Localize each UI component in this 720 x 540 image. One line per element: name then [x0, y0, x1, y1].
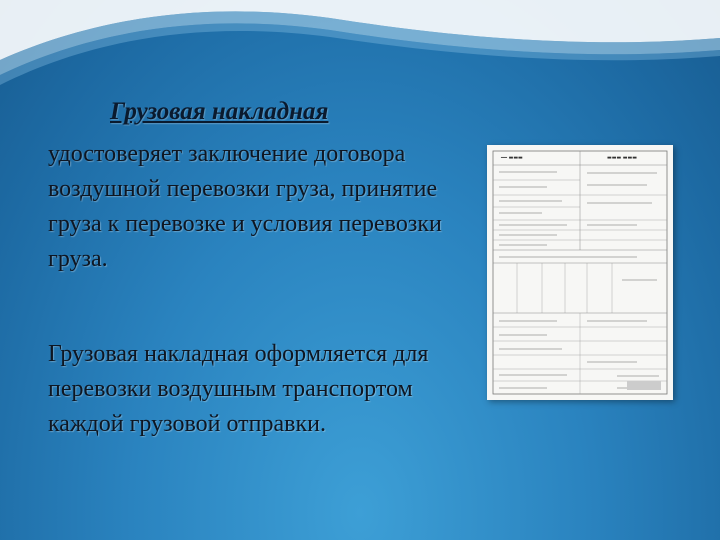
- air-waybill-image: [487, 145, 673, 400]
- slide-title: Грузовая накладная: [110, 98, 329, 125]
- slide-paragraph-definition: удостоверяет заключение договора воздушной перевозки груза, принятие груза к перевозке и условия перевозки груза.: [48, 141, 442, 272]
- slide-paragraph-issuance: Грузовая накладная оформляется для перевозки воздушным транспортом каждой грузовой отправки.: [48, 341, 429, 437]
- air-waybill-form-drawing: [487, 145, 673, 400]
- decorative-wave: [0, 0, 720, 95]
- svg-text:▬▬▬ ▬▬▬: ▬▬▬ ▬▬▬: [607, 155, 637, 161]
- svg-text:━━ ▬▬▬: ━━ ▬▬▬: [501, 155, 523, 161]
